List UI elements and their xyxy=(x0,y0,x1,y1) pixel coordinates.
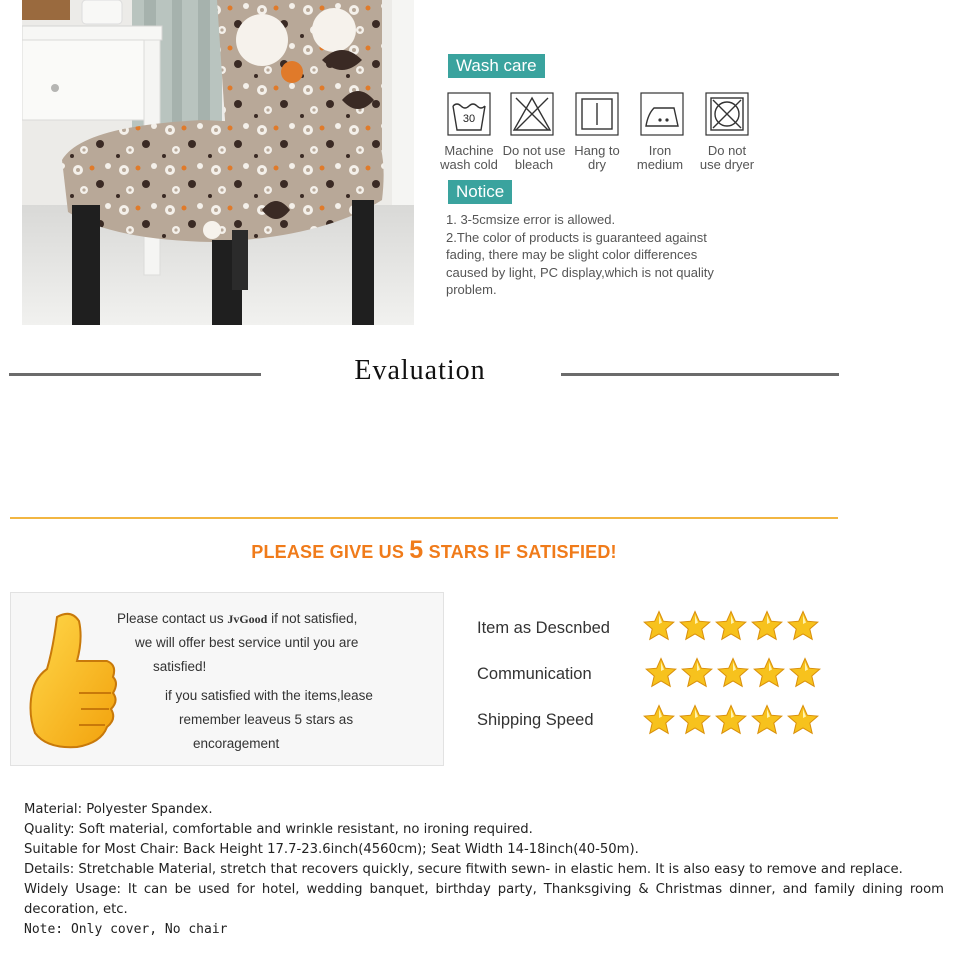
notice-line: problem. xyxy=(446,282,497,297)
star-icon xyxy=(643,610,675,642)
star-icon xyxy=(751,704,783,736)
star-icon xyxy=(645,657,677,689)
notice-line: 1. 3-5cmsize error is allowed. xyxy=(446,212,616,227)
care-label-no-dryer xyxy=(693,144,761,172)
divider-right xyxy=(561,373,839,376)
care-icon-machine-wash xyxy=(447,92,491,141)
care-label-no-bleach xyxy=(500,144,568,172)
notice-line: 2.The color of products is guaranteed against xyxy=(446,229,707,245)
care-label-line: Hang to xyxy=(574,143,620,158)
notice-line: fading, there may be slight color differences xyxy=(446,247,698,262)
contact-line-4: if you satisfied with the items,lease xyxy=(165,688,373,703)
headline-number: 5 xyxy=(409,536,424,564)
care-label-hang-dry xyxy=(563,144,631,172)
star-icon xyxy=(715,704,747,736)
rating-label-communication: Communication xyxy=(477,665,592,683)
desc-suitable: Suitable for Most Chair: Back Height 17.7-23.6inch(4560cm); Seat Width 14-18inch(40-50m). xyxy=(24,842,639,857)
thumbs-up-icon xyxy=(27,609,119,753)
care-label-line: medium xyxy=(636,157,684,172)
notice-text xyxy=(446,211,786,299)
star-icon xyxy=(717,657,749,689)
care-label-iron xyxy=(626,144,694,172)
contact-line-3: satisfied! xyxy=(153,659,207,674)
care-icon-no-dryer xyxy=(705,92,749,141)
headline-post: STARS IF SATISFIED! xyxy=(423,542,617,562)
desc-usage: Widely Usage: It can be used for hotel, wedding banquet, birthday party, Thanksgiving & Christmas dinner, and family dining room decoration, etc. xyxy=(24,882,944,917)
evaluation-title: Evaluation xyxy=(354,355,486,386)
contact-box xyxy=(10,592,444,766)
star-icon xyxy=(787,704,819,736)
contact-line-1 xyxy=(117,611,357,627)
hang-to-dry-icon xyxy=(575,92,619,136)
desc-quality: Quality: Soft material, comfortable and wrinkle resistant, no ironing required. xyxy=(24,822,533,837)
care-icon-iron xyxy=(640,92,684,141)
care-label-line: Do not use xyxy=(502,143,566,158)
care-label-machine-wash xyxy=(435,144,503,172)
star-icon xyxy=(679,610,711,642)
care-label-line: use dryer xyxy=(699,157,755,172)
star-icon xyxy=(751,610,783,642)
star-rating-communication xyxy=(645,657,821,689)
care-label-line: wash cold xyxy=(440,157,498,172)
star-icon xyxy=(681,657,713,689)
star-icon xyxy=(715,610,747,642)
stars-headline xyxy=(10,536,858,565)
star-icon xyxy=(787,610,819,642)
rating-label-shipping-speed: Shipping Speed xyxy=(477,711,594,729)
contact-line-6: encoragement xyxy=(193,736,280,751)
headline-pre: PLEASE GIVE US xyxy=(251,542,410,562)
wash-temperature: 30 xyxy=(462,113,476,125)
product-description xyxy=(24,800,944,940)
care-icon-hang-dry xyxy=(575,92,619,141)
star-icon xyxy=(679,704,711,736)
care-label-line: bleach xyxy=(514,157,554,172)
desc-details: Details: Stretchable Material, stretch that recovers quickly, secure fitwith sewn- in elastic hem. It is also easy to remove and replace. xyxy=(24,862,903,877)
care-label-line: Do not xyxy=(707,143,747,158)
care-label-line: dry xyxy=(587,157,607,172)
desc-note: Note: Only cover, No chair xyxy=(24,922,228,937)
machine-wash-30-icon xyxy=(447,92,491,136)
do-not-tumble-dry-icon xyxy=(705,92,749,136)
care-icon-no-bleach xyxy=(510,92,554,141)
star-rating-item-described xyxy=(643,610,819,642)
contact-text: Please contact us xyxy=(117,611,228,626)
care-label-line: Iron xyxy=(648,143,672,158)
do-not-bleach-icon xyxy=(510,92,554,136)
wash-care-title: Wash care xyxy=(448,54,545,78)
star-icon xyxy=(753,657,785,689)
iron-medium-icon xyxy=(640,92,684,136)
divider-left xyxy=(9,373,261,376)
notice-title: Notice xyxy=(448,180,512,204)
contact-line-2: we will offer best service until you are xyxy=(135,635,359,650)
desc-material: Material: Polyester Spandex. xyxy=(24,802,213,817)
brand-name: JvGood xyxy=(227,612,268,626)
contact-text: if not satisfied, xyxy=(267,611,358,626)
care-label-line: Machine xyxy=(444,143,494,158)
section-divider xyxy=(10,517,838,519)
contact-line-5: remember leaveus 5 stars as xyxy=(179,712,354,727)
rating-label-item-described: Item as Descnbed xyxy=(477,619,610,637)
star-icon xyxy=(789,657,821,689)
product-photo xyxy=(22,0,414,325)
notice-line: caused by light, PC display,which is not quality xyxy=(446,264,714,280)
star-icon xyxy=(643,704,675,736)
star-rating-shipping-speed xyxy=(643,704,819,736)
